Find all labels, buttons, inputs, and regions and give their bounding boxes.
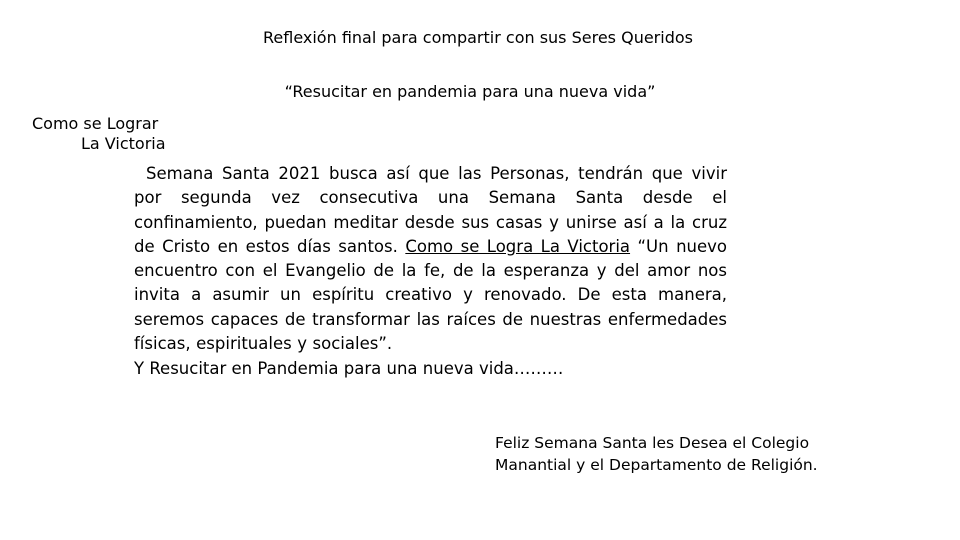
side-note — [32, 114, 166, 154]
side-note-line-2: La Victoria — [81, 134, 166, 153]
page-title: Reflexión final para compartir con sus Seres Queridos — [263, 28, 693, 47]
signature-line-1: Feliz Semana Santa les Desea el Colegio — [495, 434, 810, 452]
side-note-line-1: Como se Lograr — [32, 114, 159, 133]
body-text-after: “Un nuevo encuentro con el Evangelio de la fe, de la esperanza y del amor nos invita a asumir un espíritu creativo y renovado. De esta manera, seremos capaces de transformar las raíces de nuestras enfermedades físicas, espirituales y sociales”. — [134, 236, 727, 354]
body-underlined-phrase: Como se Logra La Victoria — [405, 236, 631, 256]
body-paragraph — [134, 162, 727, 356]
signature-block — [495, 432, 818, 476]
body-text-before: Semana Santa 2021 busca así que las Personas, tendrán que vivir por segunda vez consecutiva una Semana Santa desde el confinamiento, puedan meditar desde sus casas y unirse así a la cruz de Cristo en estos días santos. — [134, 164, 727, 256]
signature-line-2: Manantial y el Departamento de Religión. — [495, 456, 818, 474]
page-subtitle: “Resucitar en pandemia para una nueva vida” — [284, 82, 656, 101]
closing-line: Y Resucitar en Pandemia para una nueva vida……… — [134, 359, 564, 378]
